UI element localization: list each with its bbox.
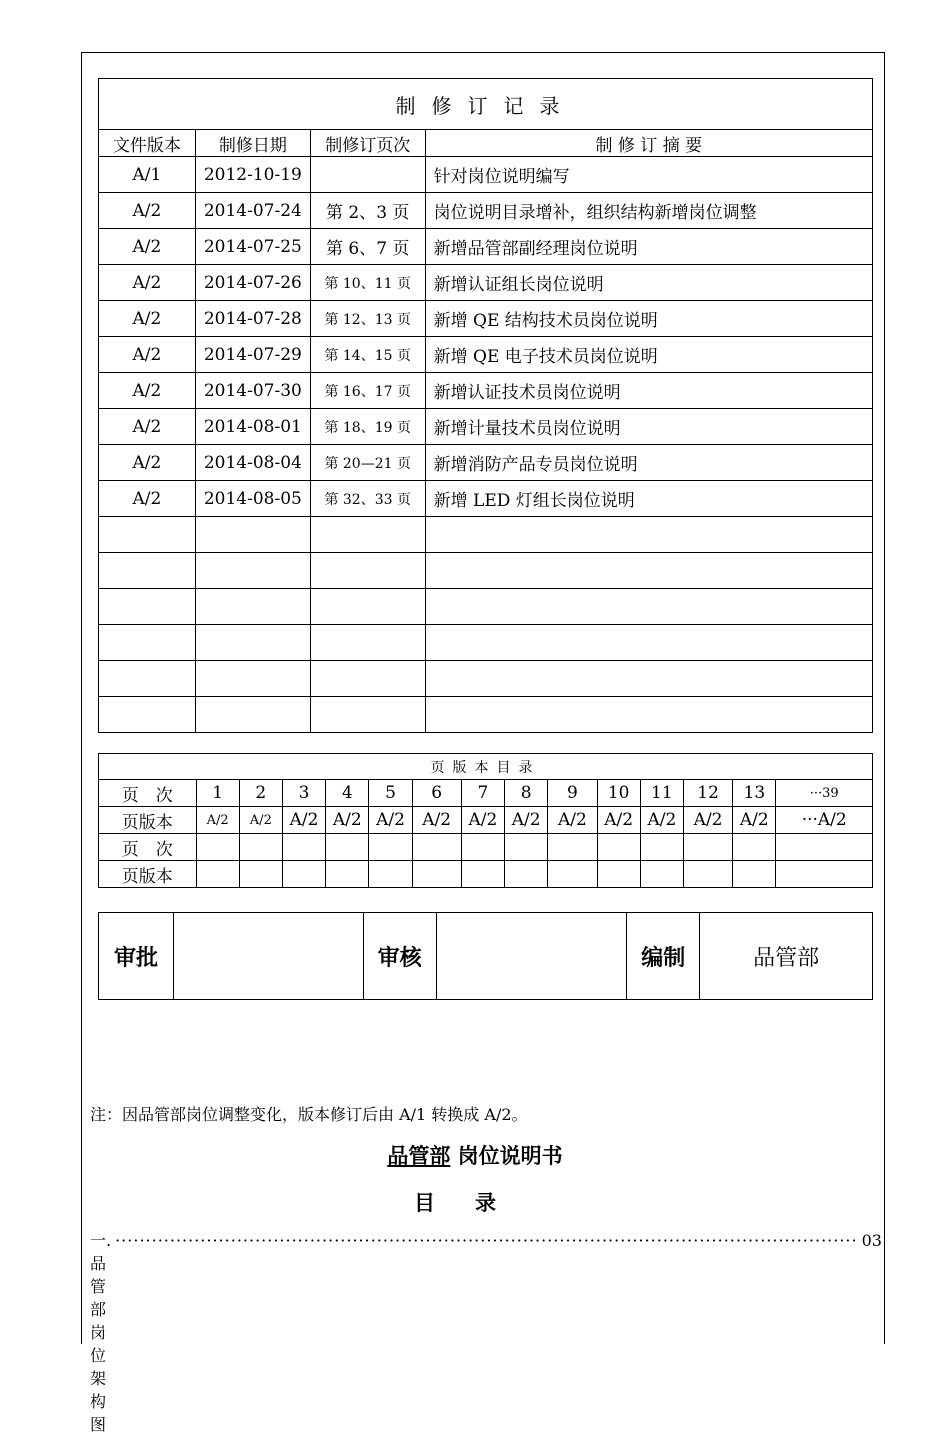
document-title <box>0 1140 950 1170</box>
revision-summary: 新增认证技术员岗位说明 <box>425 373 872 409</box>
empty-cell <box>597 861 640 888</box>
empty-cell <box>310 661 425 697</box>
revision-row <box>99 445 873 481</box>
page-version-cell: A/2 <box>597 807 640 834</box>
revision-date: 2014-07-30 <box>195 373 310 409</box>
revision-version: A/2 <box>99 193 196 229</box>
revision-date: 2014-07-28 <box>195 301 310 337</box>
page-version-table <box>98 753 873 888</box>
empty-cell <box>683 834 732 861</box>
page-version-cell: ···A/2 <box>776 807 873 834</box>
revision-version: A/2 <box>99 409 196 445</box>
empty-cell <box>683 861 732 888</box>
page-number-cell: 13 <box>733 780 776 807</box>
header-date: 制修日期 <box>195 130 310 157</box>
empty-cell <box>425 589 872 625</box>
empty-cell <box>196 834 239 861</box>
revision-row <box>99 409 873 445</box>
toc-entry-label: 一. 品管部岗位架构图 <box>90 1231 112 1434</box>
revision-date: 2014-07-25 <box>195 229 310 265</box>
revision-summary: 新增 QE 电子技术员岗位说明 <box>425 337 872 373</box>
revision-row <box>99 301 873 337</box>
document-title-dept: 品管部 <box>387 1144 451 1168</box>
empty-cell <box>310 517 425 553</box>
page-number-row <box>99 780 873 807</box>
page-number-cell: 6 <box>412 780 461 807</box>
page-number-cell: 10 <box>597 780 640 807</box>
page-version-cell: A/2 <box>733 807 776 834</box>
revision-note: 注：因品管部岗位调整变化，版本修订后由 A/1 转换成 A/2。 <box>90 1105 528 1124</box>
prepare-label: 编制 <box>627 913 700 1000</box>
page-number-cell: ···39 <box>776 780 873 807</box>
page-version-cell: A/2 <box>683 807 732 834</box>
empty-cell <box>597 834 640 861</box>
revision-row <box>99 193 873 229</box>
empty-cell <box>425 661 872 697</box>
toc-entry-page: 03 <box>861 1231 882 1250</box>
version-label: 页版本 <box>99 861 197 888</box>
revision-version: A/2 <box>99 301 196 337</box>
revision-row-empty <box>99 517 873 553</box>
revision-row-empty <box>99 661 873 697</box>
revision-row-empty <box>99 589 873 625</box>
empty-cell <box>99 661 196 697</box>
page-version-cell: A/2 <box>326 807 369 834</box>
empty-cell <box>369 861 412 888</box>
empty-cell <box>369 834 412 861</box>
revision-row <box>99 157 873 193</box>
empty-cell <box>461 861 504 888</box>
empty-cell <box>425 517 872 553</box>
empty-cell <box>195 697 310 733</box>
empty-cell <box>640 834 683 861</box>
empty-cell <box>282 834 325 861</box>
header-pages: 制修订页次 <box>310 130 425 157</box>
revision-date: 2014-07-24 <box>195 193 310 229</box>
revision-row-empty <box>99 625 873 661</box>
page-version-cell: A/2 <box>548 807 597 834</box>
revision-pages: 第 2、3 页 <box>310 193 425 229</box>
revision-pages: 第 20—21 页 <box>310 445 425 481</box>
revision-row <box>99 265 873 301</box>
revision-pages: 第 12、13 页 <box>310 301 425 337</box>
revision-record-table <box>98 78 873 733</box>
page-version-row-empty <box>99 861 873 888</box>
empty-cell <box>461 834 504 861</box>
empty-cell <box>733 861 776 888</box>
page-number-cell: 1 <box>196 780 239 807</box>
revision-summary: 新增消防产品专员岗位说明 <box>425 445 872 481</box>
empty-cell <box>99 697 196 733</box>
empty-cell <box>310 697 425 733</box>
revision-row-empty <box>99 697 873 733</box>
revision-version: A/1 <box>99 157 196 193</box>
page-version-cell: A/2 <box>369 807 412 834</box>
empty-cell <box>412 861 461 888</box>
revision-version: A/2 <box>99 445 196 481</box>
revision-date: 2014-08-04 <box>195 445 310 481</box>
revision-summary: 新增计量技术员岗位说明 <box>425 409 872 445</box>
revision-summary: 新增 QE 结构技术员岗位说明 <box>425 301 872 337</box>
revision-pages: 第 14、15 页 <box>310 337 425 373</box>
page-number-cell: 8 <box>505 780 548 807</box>
revision-pages <box>310 157 425 193</box>
revision-table-title: 制修订记录 <box>99 79 873 130</box>
toc-leader-dots: ·························································································································· <box>115 1231 858 1250</box>
page-number-cell: 11 <box>640 780 683 807</box>
toc-entry[interactable] <box>90 1228 882 1435</box>
empty-cell <box>99 553 196 589</box>
revision-pages: 第 16、17 页 <box>310 373 425 409</box>
revision-version: A/2 <box>99 229 196 265</box>
revision-version: A/2 <box>99 481 196 517</box>
empty-cell <box>99 589 196 625</box>
page-number-cell: 7 <box>461 780 504 807</box>
empty-cell <box>195 517 310 553</box>
approve-label: 审批 <box>99 913 174 1000</box>
revision-row <box>99 373 873 409</box>
revision-date: 2012-10-19 <box>195 157 310 193</box>
empty-cell <box>196 861 239 888</box>
empty-cell <box>425 553 872 589</box>
page-number-cell: 2 <box>239 780 282 807</box>
empty-cell <box>505 861 548 888</box>
review-value <box>436 913 627 1000</box>
empty-cell <box>640 861 683 888</box>
prepare-value: 品管部 <box>700 913 873 1000</box>
toc-heading: 目录 <box>414 1191 536 1215</box>
revision-summary: 新增品管部副经理岗位说明 <box>425 229 872 265</box>
revision-version: A/2 <box>99 373 196 409</box>
revision-pages: 第 18、19 页 <box>310 409 425 445</box>
revision-pages: 第 6、7 页 <box>310 229 425 265</box>
revision-version: A/2 <box>99 337 196 373</box>
empty-cell <box>99 625 196 661</box>
empty-cell <box>776 834 873 861</box>
empty-cell <box>733 834 776 861</box>
empty-cell <box>195 625 310 661</box>
revision-pages: 第 10、11 页 <box>310 265 425 301</box>
empty-cell <box>99 517 196 553</box>
page-version-cell: A/2 <box>505 807 548 834</box>
empty-cell <box>282 861 325 888</box>
empty-cell <box>548 834 597 861</box>
revision-header-row <box>99 130 873 157</box>
revision-summary: 新增认证组长岗位说明 <box>425 265 872 301</box>
revision-date: 2014-08-05 <box>195 481 310 517</box>
header-summary: 制 修 订 摘 要 <box>425 130 872 157</box>
empty-cell <box>548 861 597 888</box>
revision-row <box>99 337 873 373</box>
empty-cell <box>239 834 282 861</box>
revision-summary: 针对岗位说明编写 <box>425 157 872 193</box>
page-number-cell: 4 <box>326 780 369 807</box>
page-version-cell: A/2 <box>239 807 282 834</box>
page-number-cell: 12 <box>683 780 732 807</box>
empty-cell <box>310 553 425 589</box>
page-version-cell: A/2 <box>412 807 461 834</box>
page-number-row-empty <box>99 834 873 861</box>
empty-cell <box>412 834 461 861</box>
page-version-cell: A/2 <box>282 807 325 834</box>
empty-cell <box>326 861 369 888</box>
revision-summary: 新增 LED 灯组长岗位说明 <box>425 481 872 517</box>
page-label: 页 次 <box>99 834 197 861</box>
page-version-title: 页版本目录 <box>99 754 873 780</box>
page-version-cell: A/2 <box>640 807 683 834</box>
header-version: 文件版本 <box>99 130 196 157</box>
revision-pages: 第 32、33 页 <box>310 481 425 517</box>
revision-row <box>99 481 873 517</box>
approve-value <box>173 913 363 1000</box>
empty-cell <box>425 625 872 661</box>
page-version-row <box>99 807 873 834</box>
empty-cell <box>310 625 425 661</box>
empty-cell <box>195 589 310 625</box>
version-label: 页版本 <box>99 807 197 834</box>
revision-version: A/2 <box>99 265 196 301</box>
revision-date: 2014-07-26 <box>195 265 310 301</box>
page-version-cell: A/2 <box>461 807 504 834</box>
empty-cell <box>505 834 548 861</box>
page-number-cell: 9 <box>548 780 597 807</box>
revision-summary: 岗位说明目录增补，组织结构新增岗位调整 <box>425 193 872 229</box>
empty-cell <box>239 861 282 888</box>
empty-cell <box>425 697 872 733</box>
revision-row <box>99 229 873 265</box>
empty-cell <box>195 661 310 697</box>
revision-date: 2014-07-29 <box>195 337 310 373</box>
page-number-cell: 5 <box>369 780 412 807</box>
revision-date: 2014-08-01 <box>195 409 310 445</box>
review-label: 审核 <box>363 913 436 1000</box>
page-version-cell: A/2 <box>196 807 239 834</box>
document-title-rest: 岗位说明书 <box>450 1144 563 1168</box>
signoff-table <box>98 912 873 1000</box>
revision-row-empty <box>99 553 873 589</box>
page-label: 页 次 <box>99 780 197 807</box>
empty-cell <box>195 553 310 589</box>
empty-cell <box>776 861 873 888</box>
page-number-cell: 3 <box>282 780 325 807</box>
empty-cell <box>310 589 425 625</box>
empty-cell <box>326 834 369 861</box>
